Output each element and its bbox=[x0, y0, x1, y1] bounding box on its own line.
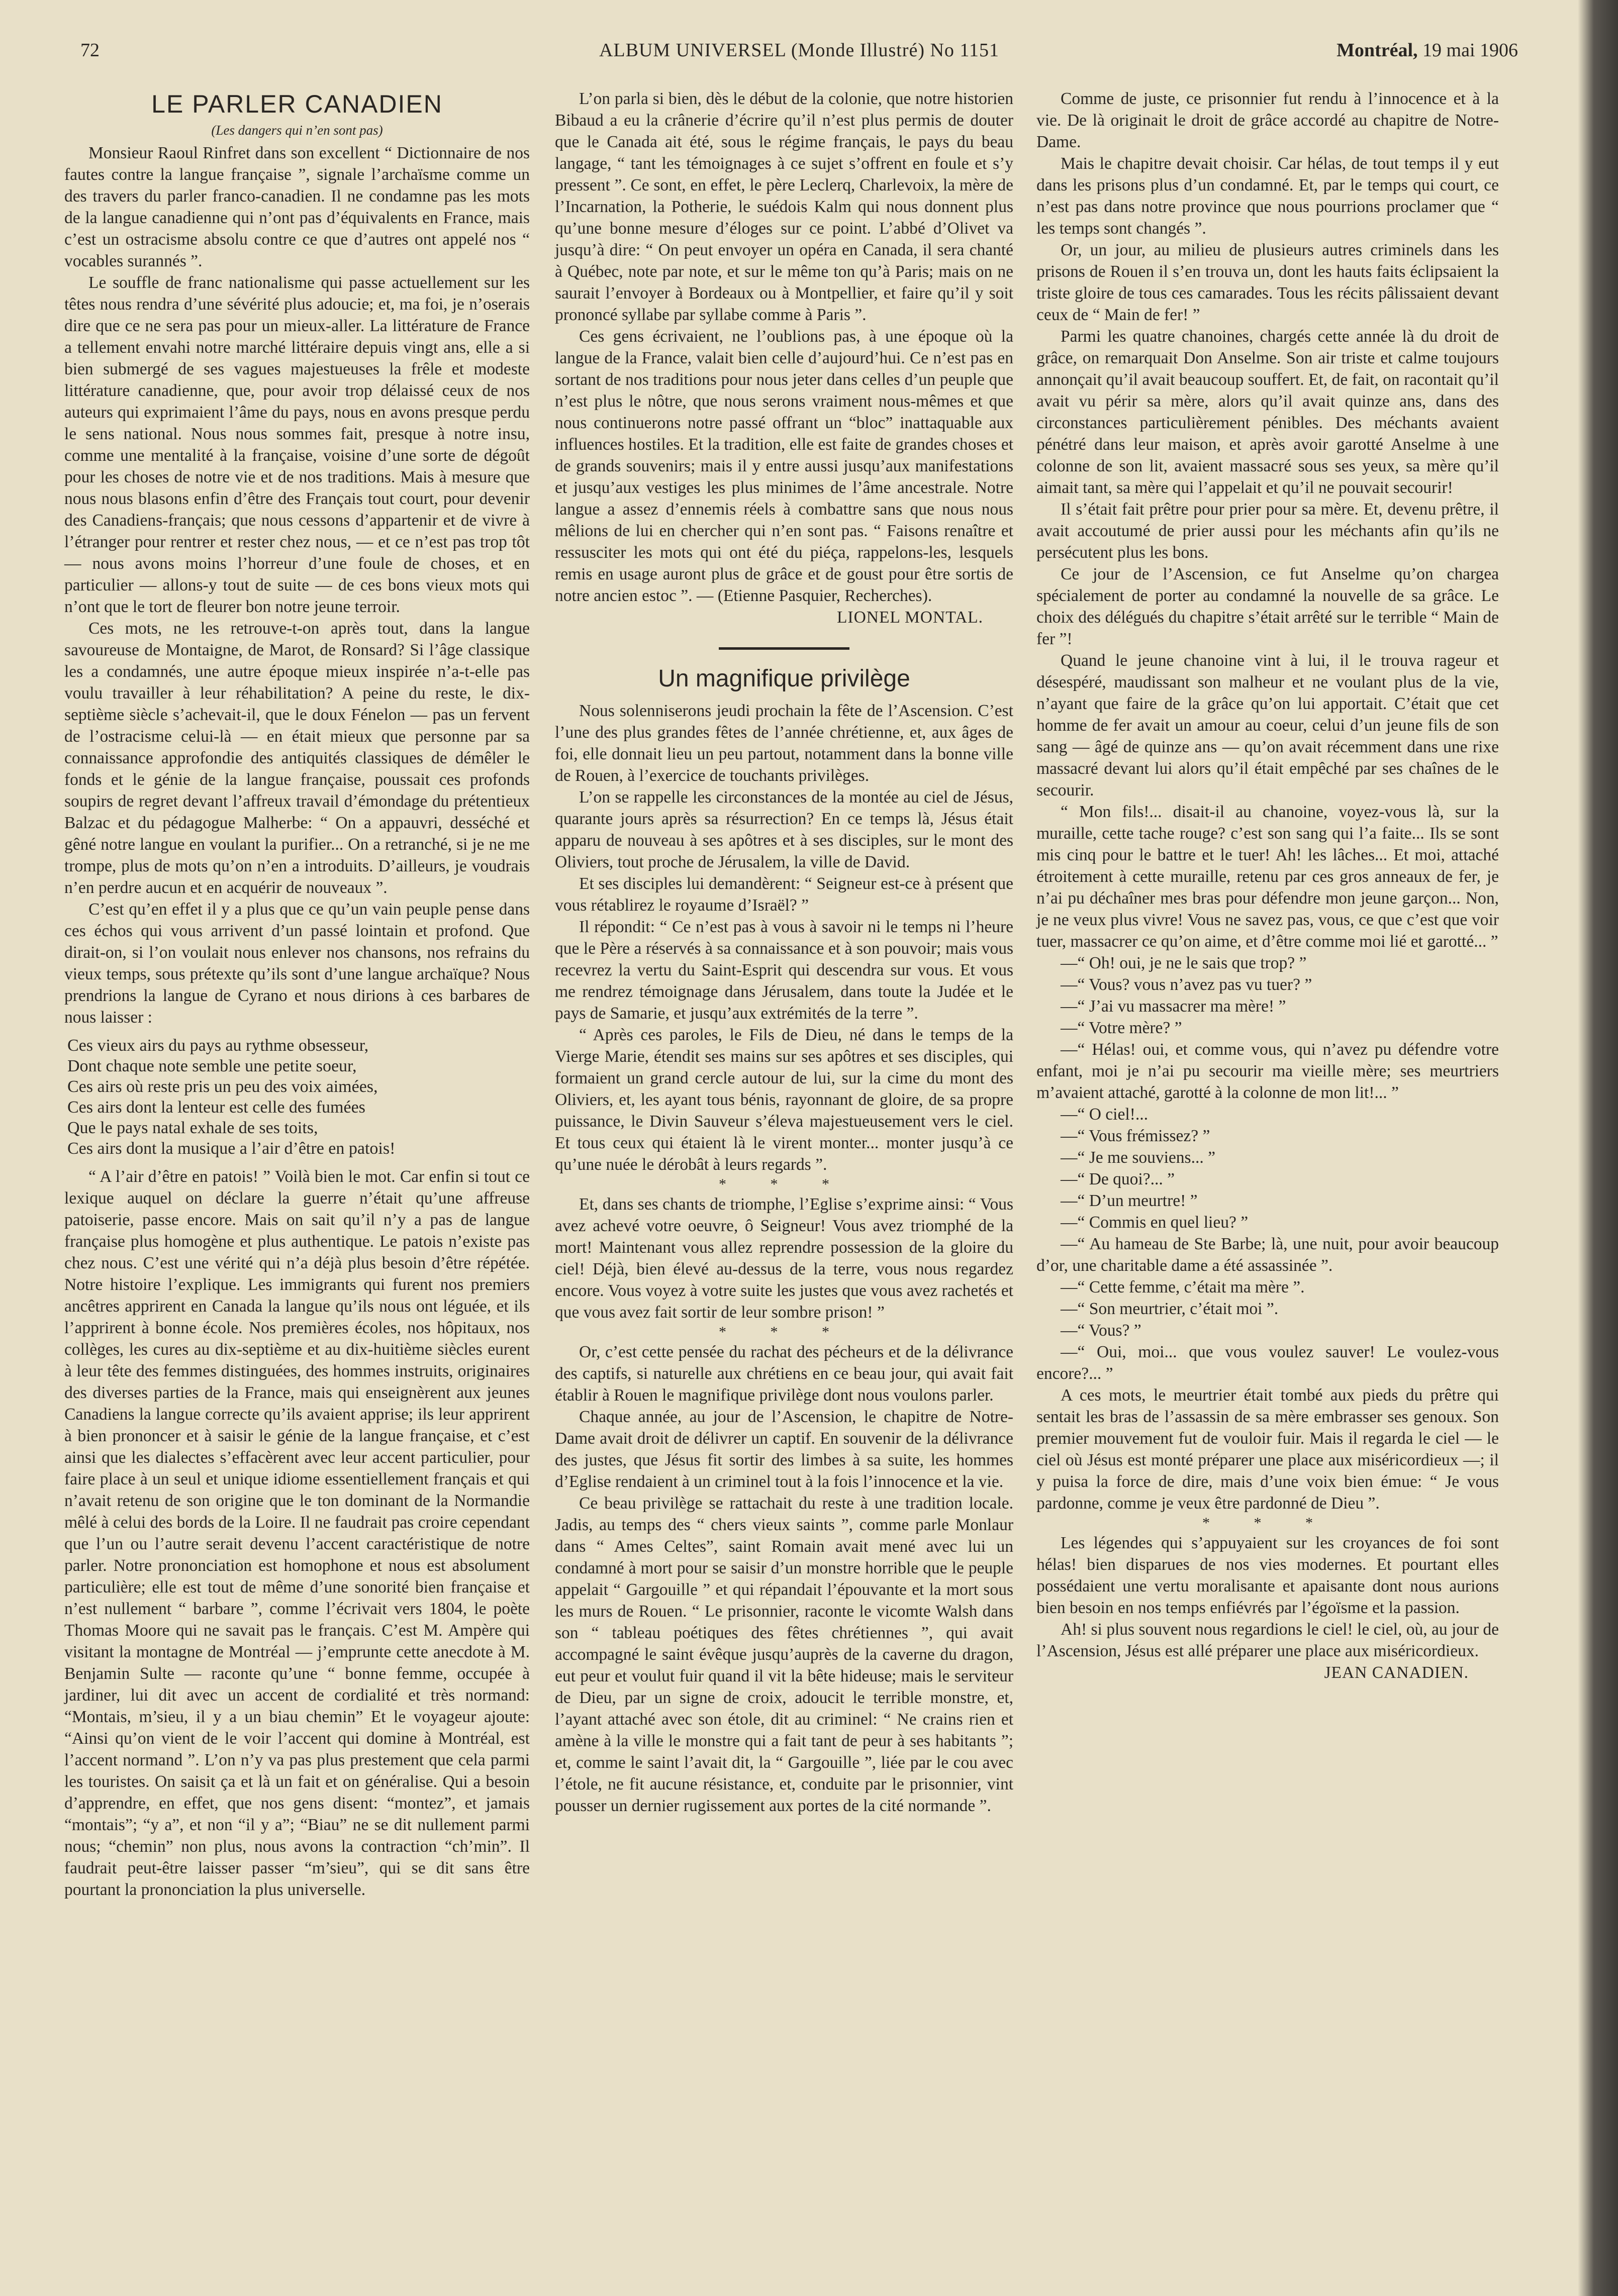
dialogue-line: —“ Je me souviens... ” bbox=[1061, 1148, 1215, 1167]
paragraph: “ Mon fils!... disait-il au chanoine, voyez-vous là, sur la muraille, cette tache rouge? c’est son sang qui l’a faite... Ils se sont mis cinq pour le battre et le tuer! Ah! les lâches... Et moi, attaché étroitement à cette muraille, retenu par ces gros anneaux de fer, je n’ai pu déchaîner mes bras pour défendre mon jeune garçon... Non, je ne veux plus vivre! Vous ne savez pas, vous, ce que c’est que voir tuer, massacrer ce qu’on aime, et d’être comme moi lié et garotté... ” bbox=[1036, 803, 1499, 951]
poem-line: Ces airs où reste pris un peu des voix aimées, bbox=[67, 1077, 378, 1096]
paragraph: Et ses disciples lui demandèrent: “ Seigneur est-ce à présent que vous rétablirez le royaume d’Israël? ” bbox=[555, 874, 1013, 915]
paragraph: L’on se rappelle les circonstances de la montée au ciel de Jésus, quarante jours après sa résurrection? En ce temps là, Jésus était apparu de nouveau à ses apôtres et à ses disciples, sur le mont des Oliviers, tout proche de Jérusalem, la ville de David. bbox=[555, 788, 1013, 871]
dialogue-line: —“ Vous? ” bbox=[1061, 1321, 1141, 1340]
publication-title: ALBUM UNIVERSEL (Monde Illustré) No 1151 bbox=[599, 40, 1000, 61]
running-header bbox=[80, 39, 1518, 67]
issue-place: Montréal, bbox=[1337, 40, 1418, 61]
issue-day: 19 mai 1906 bbox=[1417, 40, 1518, 61]
article-signature: JEAN CANADIEN. bbox=[1324, 1663, 1469, 1682]
paragraph: Mais le chapitre devait choisir. Car hélas, de tout temps il y eut dans les prisons plus d’un condamné. Et, par le temps qui court, ce n’est pas dans notre province que nous pourrions proclamer que “ les temps sont changés ”. bbox=[1036, 154, 1499, 238]
column-3 bbox=[1036, 88, 1499, 1683]
section-divider bbox=[719, 647, 849, 650]
article-subtitle: (Les dangers qui n’en sont pas) bbox=[211, 123, 383, 138]
paragraph: Or, c’est cette pensée du rachat des pécheurs et de la délivrance des captifs, si naturelle aux chrétiens en ce beau jour, qui avait fait établir à Rouen le magnifique privilège dont nous voulons parler. bbox=[555, 1343, 1013, 1405]
paragraph: Le souffle de franc nationalisme qui passe actuellement sur les têtes nous rendra d’une sévérité plus adoucie; et, ma foi, je n’oserais dire que ce ne sera pas pour un mieux-aller. La littérature de France a tellement envahi notre marché littéraire depuis vingt ans, elle a si bien submergé de ses vagues majestueuses la frêle et modeste littérature canadienne, que, pour avoir trop délaissé ceux de nos auteurs qui exprimaient l’âme du pays, nous en avons presque perdu le sens national. Nous nous sommes fait, presque à notre insu, comme une mentalité à la française, voisine d’une sorte de dégoût pour les choses de notre vie et de nos traditions. Mais à mesure que nous nous blasons enfin d’être des Français tout court, pour devenir des Canadiens-français; que nous cessons d’appartenir et de vivre à l’étranger pour rentrer et rester chez nous, — et ce n’est pas trop tôt — nous avons moins l’horreur d’une foule de choses, et en particulier — allons-y tout de suite — de ces bons vieux mots qui n’ont que le tort de fleurer bon notre jeune terroir. bbox=[64, 273, 530, 616]
dialogue-line: —“ Son meurtrier, c’était moi ”. bbox=[1061, 1300, 1279, 1318]
dialogue-line: —“ Cette femme, c’était ma mère ”. bbox=[1061, 1278, 1305, 1296]
paragraph: Ce jour de l’Ascension, ce fut Anselme qu’on chargea spécialement de porter au condamné la nouvelle de sa grâce. Le choix des délégués du chapitre s’était arrêté sur le terrible “ Main de fer ”! bbox=[1036, 565, 1499, 648]
page-number: 72 bbox=[80, 40, 100, 61]
paragraph: C’est qu’en effet il y a plus que ce qu’un vain peuple pense dans ces échos qui vous arrivent d’un passé lointain et profond. Que dirait-on, si l’on voulait nous enlever nos chansons, nos refrains du vieux temps, sous prétexte qu’ils sont d’une langue archaïque? Nous prendrions la langue de Cyrano et nous dirions à ces barbares de nous laisser : bbox=[64, 900, 530, 1027]
paragraph: A ces mots, le meurtrier était tombé aux pieds du prêtre qui sentait les bras de l’assassin de sa mère embrasser ses genoux. Son premier mouvement fut de vouloir fuir. Mais il regarda le ciel — le ciel où Jésus est monté préparer une place aux miséricordieux —; il y puisa la force de dire, mais d’une voix bien émue: “ Je vous pardonne, comme je veux être pardonné de Dieu ”. bbox=[1036, 1386, 1499, 1513]
paragraph: Or, un jour, au milieu de plusieurs autres criminels dans les prisons de Rouen il s’en trouva un, dont les hauts faits éclipsaient la triste gloire de tous ces camarades. Tous les récits pâlissaient devant ceux de “ Main de fer! ” bbox=[1036, 241, 1499, 324]
issue-date bbox=[1337, 39, 1518, 61]
dialogue-line: —“ Au hameau de Ste Barbe; là, une nuit, pour avoir beaucoup d’or, une charitable dame a été assassinée ”. bbox=[1036, 1235, 1499, 1275]
dialogue-line: —“ Commis en quel lieu? ” bbox=[1061, 1213, 1249, 1232]
dialogue-line: —“ Vous frémissez? ” bbox=[1061, 1127, 1210, 1145]
paragraph: Il répondit: “ Ce n’est pas à vous à savoir ni le temps ni l’heure que le Père a réservés à sa connaissance et à son pouvoir; mais vous recevrez la vertu du Saint-Esprit qui descendra sur vous. Et vous me rendrez témoignage dans Jérusalem, dans toute la Judée et le pays de Samarie, et jusqu’aux extrémités de la terre ”. bbox=[555, 918, 1013, 1023]
dialogue-line: —“ Vous? vous n’avez pas vu tuer? ” bbox=[1061, 975, 1312, 994]
paragraph: Comme de juste, ce prisonnier fut rendu à l’innocence et à la vie. De là originait le droit de grâce accordé au chapitre de Notre-Dame. bbox=[1036, 89, 1499, 151]
dialogue-line: —“ J’ai vu massacrer ma mère! ” bbox=[1061, 997, 1286, 1016]
paragraph: Chaque année, au jour de l’Ascension, le chapitre de Notre-Dame avait droit de délivrer un captif. En souvenir de la délivrance des justes, que Jésus fit sortir des limbes à sa suite, les hommes d’Eglise rendaient à un criminel tout à la fois l’innocence et la vie. bbox=[555, 1408, 1013, 1491]
article-signature: LIONEL MONTAL. bbox=[836, 608, 983, 627]
paragraph: Ah! si plus souvent nous regardions le ciel! le ciel, où, au jour de l’Ascension, Jésus est allé préparer une place aux miséricordieux. bbox=[1036, 1620, 1499, 1660]
paragraph: Parmi les quatre chanoines, chargés cette année là du droit de grâce, on remarquait Don Anselme. Son air triste et calme toujours annonçait qu’il avait beaucoup souffert. Et, de fait, on racontait qu’il avait vu périr sa mère, alors qu’il avait quinze ans, dans des circonstances particulièrement pénibles. Des méchants avaient pénétré dans leur maison, et après avoir garotté Anselme à une colonne de son lit, avaient massacré sous ses yeux, sa mère qu’il aimait tant, sa mère qui l’appelait et qu’il ne pouvait secourir! bbox=[1036, 327, 1499, 497]
column-2 bbox=[555, 88, 1013, 1817]
poem-line: Ces vieux airs du pays au rythme obsesseur, bbox=[67, 1036, 369, 1055]
paragraph: Les légendes qui s’appuyaient sur les croyances de foi sont hélas! bien disparues de nos vies modernes. Et pourtant elles possédaient une vertu moralisante et apaisante dont nous aurions bien besoin en nos temps enfiévrés par l’égoïsme et la passion. bbox=[1036, 1534, 1499, 1617]
paragraph: Ces gens écrivaient, ne l’oublions pas, à une époque où la langue de la France, valait bien celle d’aujourd’hui. Ce n’est pas en sortant de nos traditions pour nous jeter dans celles d’un peuple que n’est plus le nôtre, que nous serons vraiment nous-mêmes et que nous continuerons notre passé offrant un “bloc” inattaquable aux influences hostiles. Et la tradition, elle est faite de grandes choses et de grands souvenirs; mais il y entre aussi jusqu’aux manifestations et jusqu’aux vestiges les plus minimes de l’âme ancestrale. Notre langue a assez d’ennemis réels à combattre sans que nous nous mêlions de lui en chercher qui n’en sont pas. “ Faisons renaître et ressusciter les mots qui ont été du piéça, rappelons-les, lesquels remis en usage auront plus de grâce et de goust pour être sortis de notre ancien estoc ”. — (Etienne Pasquier, Recherches). bbox=[555, 327, 1013, 605]
poem-line: Dont chaque note semble une petite soeur, bbox=[67, 1057, 357, 1075]
poem-line: Ces airs dont la musique a l’air d’être en patois! bbox=[67, 1139, 396, 1158]
dialogue-line: —“ D’un meurtre! ” bbox=[1061, 1191, 1198, 1210]
article-title: Un magnifique privilège bbox=[658, 665, 910, 692]
poem-line: Ces airs dont la lenteur est celle des fumées bbox=[67, 1098, 365, 1117]
column-1 bbox=[64, 88, 530, 1901]
dialogue-line: —“ De quoi?... ” bbox=[1061, 1170, 1175, 1188]
poem bbox=[67, 1035, 530, 1159]
paragraph: Nous solenniserons jeudi prochain la fête de l’Ascension. C’est l’une des plus grandes fêtes de l’année chrétienne, et, aux âges de foi, elle donnait lieu un peu partout, notamment dans la bonne ville de Rouen, à l’exercice de touchants privilèges. bbox=[555, 702, 1013, 785]
paragraph: L’on parla si bien, dès le début de la colonie, que notre historien Bibaud a eu la crânerie d’écrire qu’il n’est plus permis de douter que le Canada ait été, sous le régime français, le pays du beau langage, “ tant les témoignages à ce sujet s’offrent en foule et s’y pressent ”. Ce sont, en effet, le père Leclerq, Charlevoix, la mère de l’Incarnation, la Potherie, le suédois Kalm qui nous donnent plus qu’une bonne mesure d’éloges sur ce point. L’abbé d’Olivet va jusqu’à dire: “ On peut envoyer un opéra en Canada, il sera chanté à Québec, note par note, et sur le même ton qu’à Paris; mais on ne saurait l’envoyer à Bordeaux ou à Montpellier, et faire qu’il y soit prononcé syllabe par syllabe comme à Paris ”. bbox=[555, 89, 1013, 324]
binding-edge bbox=[1578, 0, 1618, 2296]
paragraph: Quand le jeune chanoine vint à lui, il le trouva rageur et désespéré, maudissant son malheur et ne voulant plus de la vie, n’ayant que faire de la grâce qu’on lui apportait. C’était que cet homme de fer avait un amour au coeur, celui d’un jeune fils de son sang — âgé de quinze ans — qu’on avait récemment dans une rixe massacré devant lui alors qu’il était empêché par ses chaînes de le secourir. bbox=[1036, 651, 1499, 800]
dialogue-line: —“ Votre mère? ” bbox=[1061, 1019, 1182, 1037]
dialogue-line: —“ Oui, moi... que vous voulez sauver! Le voulez-vous encore?... ” bbox=[1036, 1343, 1499, 1383]
paragraph: Monsieur Raoul Rinfret dans son excellent “ Dictionnaire de nos fautes contre la langue française ”, signale l’archaïsme comme un des travers du parler franco-canadien. Il ne condamne pas les mots de la langue canadienne qui n’ont pas d’équivalents en France, mais c’est un ostracisme absolu contre ce que d’autres ont appelé nos “ vocables surannés ”. bbox=[64, 144, 530, 270]
paragraph: Ce beau privilège se rattachait du reste à une tradition locale. Jadis, au temps des “ chers vieux saints ”, comme parle Monlaur dans “ Ames Celtes”, saint Romain avait mené avec lui un condamné à mort pour se saisir d’un monstre horrible que le peuple appelait “ Gargouille ” et qui répandait l’épouvante et la mort sous les murs de Rouen. “ Le prisonnier, raconte le vicomte Walsh dans son “ tableau poétiques des fêtes chrétiennes ”, qui avait accompagné le saint évêque jusqu’auprès de la caverne du dragon, eut peur et voulut fuir quand il vit la bête hideuse; mais le serviteur de Dieu, par un signe de croix, adoucit le terrible monstre, et, l’ayant attaché avec son étole, dit au criminel: “ Ne crains rien et amène à la ville le monstre qui a fait tant de peur à ses habitants ”; et, comme le saint l’avait dit, la “ Gargouille ”, liée par le cou avec l’étole, ne fit aucune résistance, et, conduite par le prisonnier, vint pousser un dernier rugissement aux portes de la cité normande ”. bbox=[555, 1494, 1013, 1815]
paragraph: Il s’était fait prêtre pour prier pour sa mère. Et, devenu prêtre, il avait accoutumé de prier aussi pour les méchants afin qu’ils ne persécutent plus les bons. bbox=[1036, 500, 1499, 562]
paragraph: Ces mots, ne les retrouve-t-on après tout, dans la langue savoureuse de Montaigne, de Marot, de Ronsard? Si l’âge classique les a condamnés, une autre époque mieux inspirée n’a-t-elle pas voulu travailler à leur réhabilitation? A peine du reste, le dix-septième siècle s’achevait-il, que le doux Fénelon — pas un fervent de l’ostracisme celui-là — en était mieux que personne par sa connaissance approfondie des antiquités classiques de démêler le fonds et le génie de la langue française, poussait ces profonds soupirs de regret devant l’affreux travail d’émondage du prétentieux Balzac et du pédagogue Malherbe: “ On a appauvri, desséché et gêné notre langue en voulant la purifier... On a retranché, si je ne me trompe, plus de mots qu’on n’en a introduits. D’ailleurs, je voudrais n’en perdre aucun et en acquérir de nouveaux ”. bbox=[64, 619, 530, 897]
dialogue-line: —“ Oh! oui, je ne le sais que trop? ” bbox=[1061, 954, 1307, 972]
poem-line: Que le pays natal exhale de ses toits, bbox=[67, 1119, 318, 1137]
section-stars: * * * bbox=[719, 1324, 849, 1340]
paragraph: Et, dans ses chants de triomphe, l’Eglise s’exprime ainsi: “ Vous avez achevé votre oeuvre, ô Seigneur! Vous avez triomphé de la mort! Maintenant vous allez reprendre possession de la gloire du ciel! Déjà, bien élevé au-dessus de la terre, vous nous regardez encore. Vous voyez à votre suite les justes que vous avez rachetés et que vous avez fait sortir de leur sombre prison! ” bbox=[555, 1195, 1013, 1322]
paragraph: “ Après ces paroles, le Fils de Dieu, né dans le temps de la Vierge Marie, étendit ses mains sur ses apôtres et ses disciples, qui formaient un grand cercle autour de lui, sur la cime du mont des Oliviers, et, les ayant tous bénis, rayonnant de gloire, de sa propre puissance, le Divin Sauveur s’éleva majestueusement vers le ciel. Et tous ceux qui étaient là le virent monter... monter jusqu’à ce qu’une nuée le dérobât à leurs regards ”. bbox=[555, 1026, 1013, 1174]
dialogue-line: —“ O ciel!... bbox=[1061, 1105, 1148, 1124]
paragraph-continued: “ A l’air d’être en patois! ” Voilà bien le mot. Car enfin si tout ce lexique auquel on déclare la guerre n’était qu’une affreuse patoiserie, passe encore. Mais on sait qu’il n’y a pas de langue française plus homogène et plus authentique. Le patois n’existe pas chez nous. C’est une vérité qui n’a déjà plus besoin d’être répétée. Notre histoire l’explique. Les immigrants qui furent nos premiers ancêtres apprirent en Canada la langue qu’ils nous ont léguée, et ils l’apprirent à bonne école. Nos premières écoles, nos hôpitaux, nos collèges, les cures au dix-septième et au dix-huitième siècles eurent à leur tête des femmes distinguées, des hommes instruits, originaires des diverses parties de la France, mais qui enseignèrent aux jeunes Canadiens la langue correcte qu’ils avaient apprise; ils leur apprirent à bien prononcer et à saisir le génie de la langue française, et c’est ainsi que les dialectes s’effacèrent avec leur accent particulier, pour faire place à un seul et unique idiome essentiellement français et qui n’avait retenu de son origine que le ton dominant de la Normandie mêlé à celui des bords de la Loire. Il ne faudrait pas croire cependant que l’un ou l’autre serait devenu l’accent caractéristique de notre parler. Notre prononciation est homophone et nous est absolument particulière; elle est tout de même d’une sonorité bien française et n’est nullement “ barbare ”, comme l’écrivait vers 1804, le poète Thomas Moore qui ne savait pas le français. C’est M. Ampère qui visitant la montagne de Montréal — j’emprunte cette anecdote à M. Benjamin Sulte — raconte qu’une “ bonne femme, occupée à jardiner, lui dit avec un accent de cordialité et très normand: “Montais, m’sieu, il y a un biau chemin” Et le voyageur ajoute: “Ainsi qu’on vient de le voir l’accent qui domine à Montréal, est l’accent normand ”. L’on n’y va pas plus prestement que cela parmi les touristes. On saisit ça et là un fait et on généralise. Qui a besoin d’apprendre, en effet, que nos gens disent: “montez”, et jamais “montais”; “y a”, et non “il y a”; “Biau” ne se dit nullement parmi nous; “chemin” non plus, nous avons la contraction “ch’min”. Il faudrait peut-être laisser passer “m’sieu”, qui se dit sans être pourtant la prononciation la plus universelle. bbox=[64, 1167, 530, 1899]
section-stars: * * * bbox=[719, 1176, 849, 1192]
section-stars: * * * bbox=[1202, 1515, 1333, 1531]
article-title: LE PARLER CANADIEN bbox=[151, 90, 443, 118]
dialogue-line: —“ Hélas! oui, et comme vous, qui n’avez pu défendre votre enfant, moi je n’ai pu secourir ma vieille mère; ses meurtriers m’avaient attaché, garotté à la colonne de mon lit!... ” bbox=[1036, 1040, 1499, 1102]
